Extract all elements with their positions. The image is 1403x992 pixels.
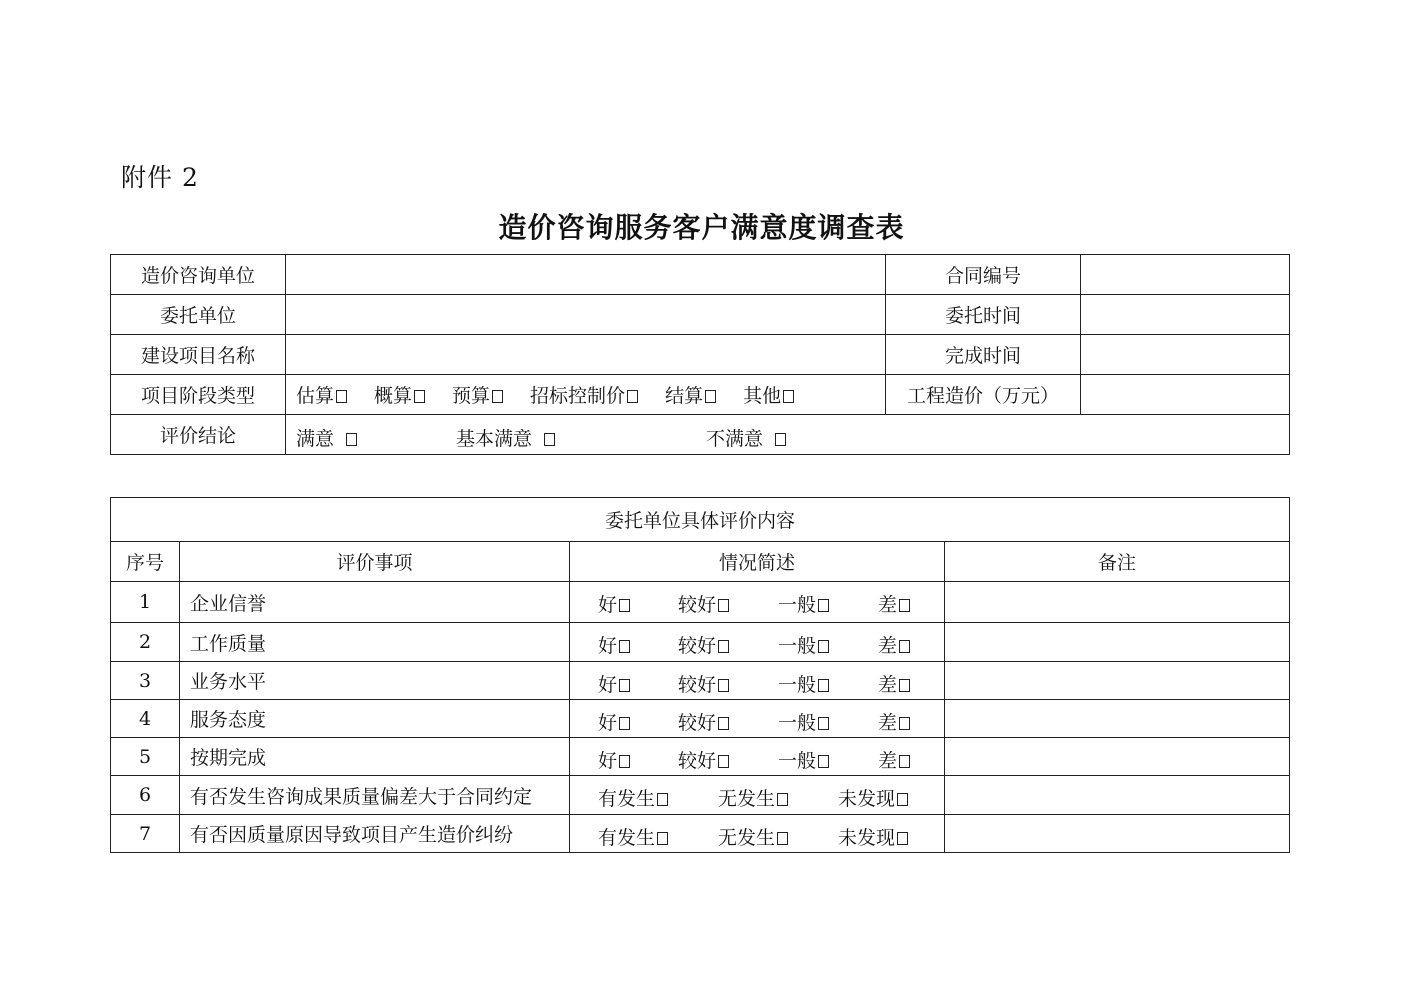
checkbox-icon[interactable] bbox=[899, 679, 910, 692]
checkbox-icon[interactable] bbox=[705, 390, 716, 403]
header-desc: 情况简述 bbox=[570, 542, 945, 582]
row-rating-options bbox=[570, 776, 945, 815]
rating-option-2-label: 未发现 bbox=[838, 827, 896, 849]
rating-option-2-label: 一般 bbox=[778, 594, 817, 616]
rating-option-3-label: 差 bbox=[878, 674, 898, 696]
checkbox-icon[interactable] bbox=[657, 793, 668, 806]
row-remark-field[interactable] bbox=[945, 662, 1290, 700]
row-rating-options bbox=[570, 662, 945, 700]
cost-field[interactable] bbox=[1081, 375, 1290, 415]
rating-option-3[interactable] bbox=[878, 746, 910, 773]
checkbox-icon[interactable] bbox=[718, 717, 729, 730]
stage-option-5[interactable] bbox=[743, 381, 794, 408]
project-name-field[interactable] bbox=[286, 335, 886, 375]
table-row bbox=[111, 623, 1290, 662]
row-item: 有否发生咨询成果质量偏差大于合同约定 bbox=[180, 776, 570, 815]
rating-option-0-label: 好 bbox=[598, 635, 618, 657]
row-number: 4 bbox=[111, 700, 180, 738]
row-rating-options bbox=[570, 738, 945, 776]
rating-option-0[interactable] bbox=[598, 823, 668, 850]
rating-option-1-label: 较好 bbox=[678, 750, 717, 772]
row-item: 企业信誉 bbox=[180, 582, 570, 623]
rating-option-2[interactable] bbox=[778, 670, 829, 697]
checkbox-icon[interactable] bbox=[777, 793, 788, 806]
conclusion-option-1[interactable] bbox=[456, 424, 555, 451]
stage-option-2-label: 预算 bbox=[452, 385, 491, 407]
commission-time-label: 委托时间 bbox=[886, 295, 1081, 335]
stage-label: 项目阶段类型 bbox=[111, 375, 286, 415]
rating-option-1[interactable] bbox=[718, 823, 788, 850]
checkbox-icon[interactable] bbox=[818, 717, 829, 730]
rating-option-0[interactable] bbox=[598, 708, 630, 735]
client-unit-label: 委托单位 bbox=[111, 295, 286, 335]
table-row bbox=[111, 815, 1290, 853]
stage-option-4-label: 结算 bbox=[665, 385, 704, 407]
conclusion-option-0[interactable] bbox=[296, 424, 357, 451]
rating-option-3[interactable] bbox=[878, 590, 910, 617]
stage-option-1[interactable] bbox=[374, 381, 425, 408]
row-item: 有否因质量原因导致项目产生造价纠纷 bbox=[180, 815, 570, 853]
rating-option-0-label: 好 bbox=[598, 674, 618, 696]
rating-option-0-label: 好 bbox=[598, 712, 618, 734]
cost-label: 工程造价（万元） bbox=[886, 375, 1081, 415]
row-item: 业务水平 bbox=[180, 662, 570, 700]
stage-option-3-label: 招标控制价 bbox=[530, 385, 626, 407]
rating-option-0[interactable] bbox=[598, 631, 630, 658]
rating-option-1-label: 较好 bbox=[678, 594, 717, 616]
checkbox-icon[interactable] bbox=[818, 640, 829, 653]
stage-option-4[interactable] bbox=[665, 381, 716, 408]
row-number: 1 bbox=[111, 582, 180, 623]
rating-option-2[interactable] bbox=[778, 708, 829, 735]
row-number: 7 bbox=[111, 815, 180, 853]
row-remark-field[interactable] bbox=[945, 700, 1290, 738]
rating-option-1[interactable] bbox=[678, 590, 729, 617]
checkbox-icon[interactable] bbox=[619, 717, 630, 730]
conclusion-option-2-label: 不满意 bbox=[706, 428, 764, 450]
checkbox-icon[interactable] bbox=[336, 390, 347, 403]
table-row bbox=[111, 776, 1290, 815]
client-unit-field[interactable] bbox=[286, 295, 886, 335]
checkbox-icon[interactable] bbox=[619, 599, 630, 612]
row-item: 服务态度 bbox=[180, 700, 570, 738]
header-item: 评价事项 bbox=[180, 542, 570, 582]
rating-option-1-label: 无发生 bbox=[718, 788, 776, 810]
row-rating-options bbox=[570, 815, 945, 853]
row-remark-field[interactable] bbox=[945, 582, 1290, 623]
commission-time-field[interactable] bbox=[1081, 295, 1290, 335]
rating-option-2-label: 一般 bbox=[778, 712, 817, 734]
rating-option-3[interactable] bbox=[878, 708, 910, 735]
rating-option-1[interactable] bbox=[678, 670, 729, 697]
rating-option-1-label: 较好 bbox=[678, 674, 717, 696]
completion-time-field[interactable] bbox=[1081, 335, 1290, 375]
rating-option-1[interactable] bbox=[678, 708, 729, 735]
stage-option-1-label: 概算 bbox=[374, 385, 413, 407]
stage-options bbox=[286, 375, 886, 415]
checkbox-icon[interactable] bbox=[718, 599, 729, 612]
rating-option-0-label: 有发生 bbox=[598, 788, 656, 810]
header-row bbox=[111, 542, 1290, 582]
info-table bbox=[110, 254, 1290, 455]
row-rating-options bbox=[570, 700, 945, 738]
info-row-client-unit bbox=[111, 295, 1290, 335]
stage-option-3[interactable] bbox=[530, 381, 638, 408]
stage-option-0[interactable] bbox=[296, 381, 347, 408]
checkbox-icon[interactable] bbox=[619, 679, 630, 692]
conclusion-option-1-label: 基本满意 bbox=[456, 428, 533, 450]
rating-option-2[interactable] bbox=[838, 823, 908, 850]
info-row-stage bbox=[111, 375, 1290, 415]
row-item: 按期完成 bbox=[180, 738, 570, 776]
detail-table bbox=[110, 497, 1290, 853]
rating-option-0-label: 好 bbox=[598, 594, 618, 616]
rating-option-1[interactable] bbox=[718, 784, 788, 811]
checkbox-icon[interactable] bbox=[619, 755, 630, 768]
checkbox-icon[interactable] bbox=[718, 755, 729, 768]
checkbox-icon[interactable] bbox=[718, 679, 729, 692]
rating-option-3[interactable] bbox=[878, 631, 910, 658]
checkbox-icon[interactable] bbox=[818, 755, 829, 768]
rating-option-2[interactable] bbox=[838, 784, 908, 811]
rating-option-1[interactable] bbox=[678, 746, 729, 773]
row-number: 3 bbox=[111, 662, 180, 700]
checkbox-icon[interactable] bbox=[899, 717, 910, 730]
completion-time-label: 完成时间 bbox=[886, 335, 1081, 375]
consult-unit-field[interactable] bbox=[286, 255, 886, 295]
row-rating-options bbox=[570, 582, 945, 623]
header-no: 序号 bbox=[111, 542, 180, 582]
rating-option-1-label: 较好 bbox=[678, 635, 717, 657]
rating-option-2-label: 一般 bbox=[778, 674, 817, 696]
conclusion-option-0-label: 满意 bbox=[296, 428, 335, 450]
rating-option-2[interactable] bbox=[778, 746, 829, 773]
rating-option-0[interactable] bbox=[598, 784, 668, 811]
rating-option-0-label: 有发生 bbox=[598, 827, 656, 849]
checkbox-icon[interactable] bbox=[619, 640, 630, 653]
checkbox-icon[interactable] bbox=[414, 390, 425, 403]
header-remark: 备注 bbox=[945, 542, 1290, 582]
row-item: 工作质量 bbox=[180, 623, 570, 662]
row-remark-field[interactable] bbox=[945, 776, 1290, 815]
row-number: 6 bbox=[111, 776, 180, 815]
rating-option-1-label: 无发生 bbox=[718, 827, 776, 849]
rating-option-0[interactable] bbox=[598, 746, 630, 773]
checkbox-icon[interactable] bbox=[718, 640, 729, 653]
conclusion-label: 评价结论 bbox=[111, 415, 286, 455]
rating-option-3-label: 差 bbox=[878, 712, 898, 734]
info-row-project-name bbox=[111, 335, 1290, 375]
table-row bbox=[111, 662, 1290, 700]
consult-unit-label: 造价咨询单位 bbox=[111, 255, 286, 295]
checkbox-icon[interactable] bbox=[897, 832, 908, 845]
checkbox-icon[interactable] bbox=[346, 433, 357, 446]
row-remark-field[interactable] bbox=[945, 815, 1290, 853]
table-row bbox=[111, 582, 1290, 623]
rating-option-0[interactable] bbox=[598, 590, 630, 617]
contract-no-field[interactable] bbox=[1081, 255, 1290, 295]
row-remark-field[interactable] bbox=[945, 738, 1290, 776]
checkbox-icon[interactable] bbox=[897, 793, 908, 806]
rating-option-3-label: 差 bbox=[878, 635, 898, 657]
rating-option-2-label: 一般 bbox=[778, 750, 817, 772]
checkbox-icon[interactable] bbox=[783, 390, 794, 403]
rating-option-1-label: 较好 bbox=[678, 712, 717, 734]
rating-option-0[interactable] bbox=[598, 670, 630, 697]
checkbox-icon[interactable] bbox=[544, 433, 555, 446]
rating-option-0-label: 好 bbox=[598, 750, 618, 772]
section-title: 委托单位具体评价内容 bbox=[111, 498, 1290, 542]
section-title-row bbox=[111, 498, 1290, 542]
rating-option-3-label: 差 bbox=[878, 750, 898, 772]
rating-option-3[interactable] bbox=[878, 670, 910, 697]
checkbox-icon[interactable] bbox=[899, 755, 910, 768]
stage-option-0-label: 估算 bbox=[296, 385, 335, 407]
rating-option-2-label: 未发现 bbox=[838, 788, 896, 810]
checkbox-icon[interactable] bbox=[777, 832, 788, 845]
checkbox-icon[interactable] bbox=[899, 599, 910, 612]
form-title: 造价咨询服务客户满意度调查表 bbox=[498, 211, 905, 244]
row-number: 5 bbox=[111, 738, 180, 776]
stage-option-5-label: 其他 bbox=[743, 385, 782, 407]
rating-option-3-label: 差 bbox=[878, 594, 898, 616]
checkbox-icon[interactable] bbox=[627, 390, 638, 403]
row-rating-options bbox=[570, 623, 945, 662]
contract-no-label: 合同编号 bbox=[886, 255, 1081, 295]
attachment-label: 附件 2 bbox=[121, 163, 199, 192]
rating-option-2[interactable] bbox=[778, 631, 829, 658]
info-row-consult-unit bbox=[111, 255, 1290, 295]
rating-option-2[interactable] bbox=[778, 590, 829, 617]
checkbox-icon[interactable] bbox=[657, 832, 668, 845]
row-remark-field[interactable] bbox=[945, 623, 1290, 662]
project-name-label: 建设项目名称 bbox=[111, 335, 286, 375]
rating-option-1[interactable] bbox=[678, 631, 729, 658]
table-row bbox=[111, 738, 1290, 776]
conclusion-option-2[interactable] bbox=[706, 424, 786, 451]
info-row-conclusion bbox=[111, 415, 1290, 455]
checkbox-icon[interactable] bbox=[818, 679, 829, 692]
stage-option-2[interactable] bbox=[452, 381, 503, 408]
checkbox-icon[interactable] bbox=[775, 433, 786, 446]
row-number: 2 bbox=[111, 623, 180, 662]
checkbox-icon[interactable] bbox=[492, 390, 503, 403]
table-row bbox=[111, 700, 1290, 738]
checkbox-icon[interactable] bbox=[818, 599, 829, 612]
conclusion-options bbox=[286, 415, 1290, 455]
rating-option-2-label: 一般 bbox=[778, 635, 817, 657]
checkbox-icon[interactable] bbox=[899, 640, 910, 653]
